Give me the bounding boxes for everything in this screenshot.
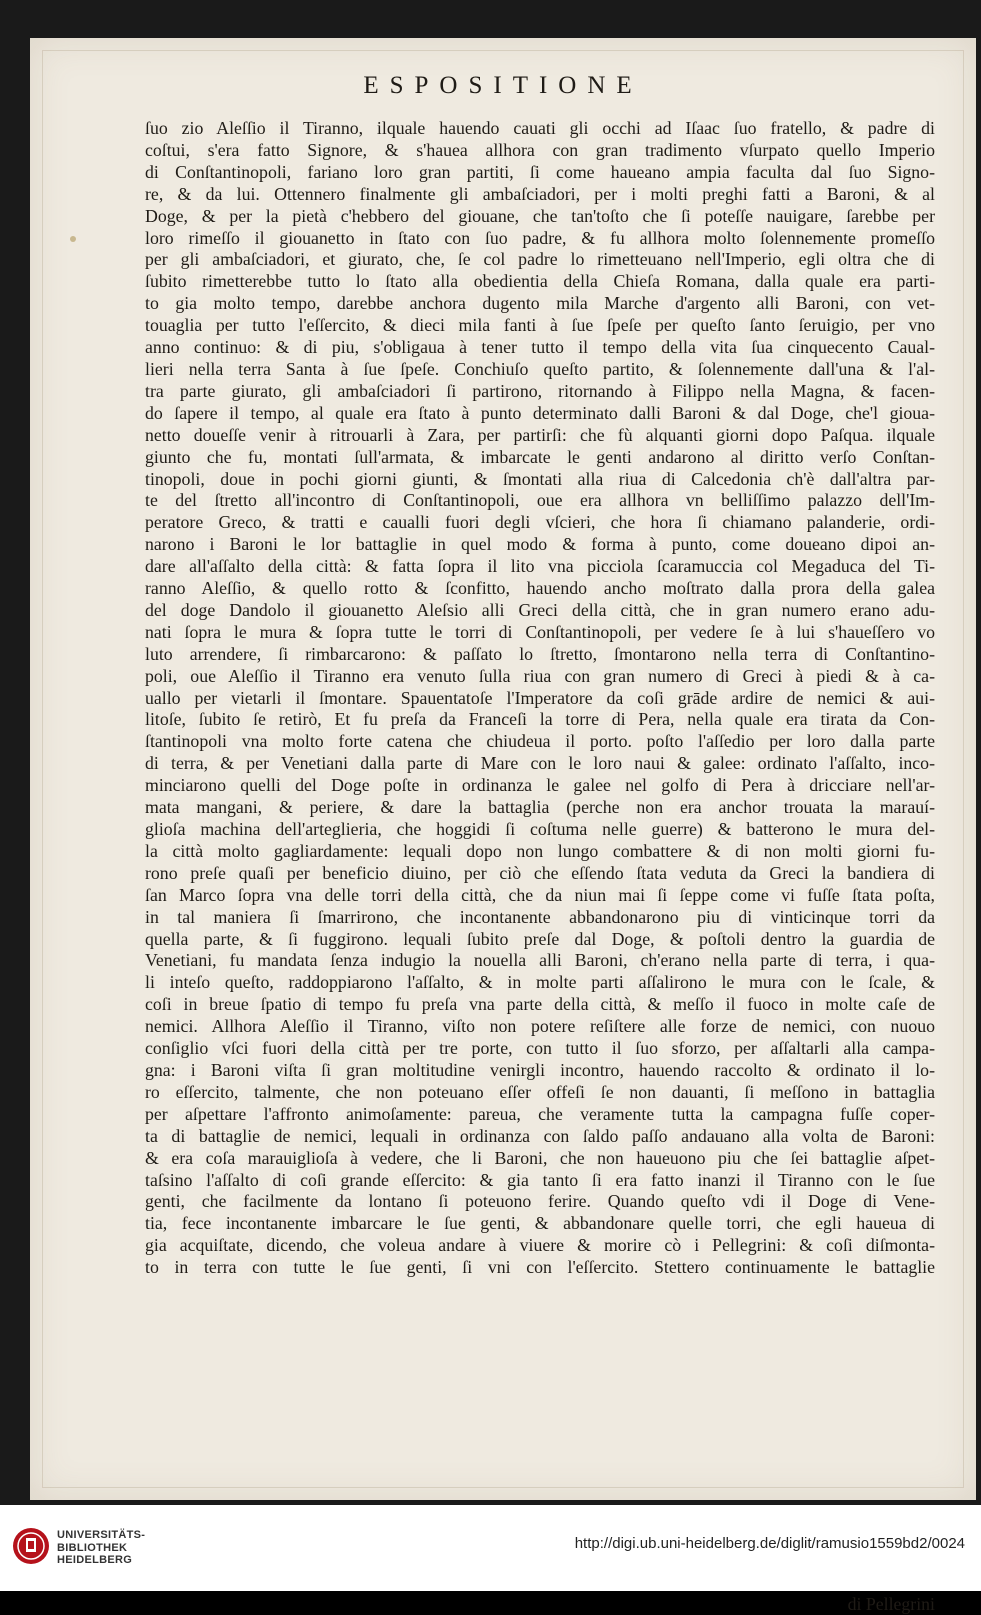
text-line: luto arrendere, ſi rimbarcarono: & paſſato lo ſtretto, ſmontarono nella terra di Conſtantino- — [145, 643, 935, 664]
text-line: li inteſo queſto, raddoppiarono l'aſſalto, & in molte parti aſſalirono le mura con le ſcale, & — [145, 972, 935, 993]
text-line: netto doueſſe venir à ritrouarli à Zara, per partirſi: che fù alquanti giorni dopo Paſqua. ilquale — [145, 424, 935, 445]
text-line: to in terra con tutte le ſue genti, ſi vni con l'eſſercito. Stettero continuamente le battaglie — [145, 1257, 935, 1278]
text-line: genti, che facilmente da lontano ſi poteuono ferire. Quando queſto vdi il Doge di Vene- — [145, 1191, 935, 1212]
text-line: dare all'aſſalto della città: & fatta ſopra il lito vna picciola ſcaramuccia col Megaduca del Ti- — [145, 556, 935, 577]
body-text — [145, 118, 935, 1279]
text-line: tra parte giurato, gli ambaſciadori ſi partirono, ritornando à Filippo nella Magna, & facen- — [145, 380, 935, 401]
text-line: nati ſopra le mura & ſopra tutte le torri di Conſtantinopoli, per vedere ſe à lui s'haueſſero vo — [145, 621, 935, 642]
paper-spot — [70, 236, 76, 242]
text-line: ta di battaglie de nemici, lequali in ordinanza con ſaldo paſſo andauano alla volta de Baroni: — [145, 1125, 935, 1146]
text-line: ranno Aleſſio, & quello rotto & ſconfitto, hauendo ancho moſtrato dalla prora della galea — [145, 578, 935, 599]
text-line: per gli ambaſciadori, et giurato, che, ſe col padre lo rimetteuano nell'Imperio, egli oltra che di — [145, 249, 935, 270]
university-seal-icon — [12, 1527, 50, 1565]
text-line: per aſpettare l'affronto animoſamente: pareua, che veramente tutta la campagna fuſſe coper- — [145, 1103, 935, 1124]
text-line: in tal maniera ſi ſmarrirono, che incontanente abbandonarono piu di vinticinque torri da — [145, 906, 935, 927]
text-line: re, & da lui. Ottennero finalmente gli ambaſciadori, per i molti preghi fatti a Baroni, & al — [145, 183, 935, 204]
text-line: ſan Marco ſopra vna delle torri della città, che da niun mai ſi ſeppe come vi fuſſe ſtata poſta, — [145, 884, 935, 905]
text-line: quella parte, & ſi fuggirono. lequali ſubito preſe dal Doge, & poſtoli dentro la guardia de — [145, 928, 935, 949]
library-line-1: UNIVERSITÄTS- — [57, 1529, 146, 1541]
text-line: ſubito rimetterebbe tutto lo ſtato alla obedientia della Chieſa Romana, dalla quale era parti- — [145, 271, 935, 292]
text-line: glioſa machina dell'arteglieria, che hoggidi ſi coſtuma nelle guerre) & batterono le mura del- — [145, 819, 935, 839]
text-line: te del ſtretto all'incontro di Conſtantinopoli, oue era allhora vn belliſſimo palazzo dell'Im- — [145, 490, 935, 511]
text-line: Venetiani, fu mandata ſenza indugio la nouella alli Baroni, ch'erano nella parte di terra, i qua- — [145, 950, 935, 971]
text-line: taſsino l'aſſalto di coſi grande eſſercito: & gia tanto ſi era fatto inanzi il Tiranno con le ſue — [145, 1169, 935, 1190]
text-line: tia, fece incontanente imbarcare le ſue genti, & abbandonare quelle torri, che egli haueua di — [145, 1213, 935, 1234]
footer-bar — [0, 1505, 981, 1591]
text-line: ro eſſercito, talmente, che non poteuano eſſer offeſi ſe non dauanti, ſi meſſono in battaglia — [145, 1081, 935, 1102]
text-line: uallo per vietarli il ſmontare. Spauentatoſe l'Imperatore da coſi grāde ardire de nemici & aui- — [145, 687, 935, 708]
text-line: tinopoli, doue in pochi giorni giunti, & ſmontati alla riua di Calcedonia ch'è dall'altra par- — [145, 468, 935, 489]
library-line-3: HEIDELBERG — [57, 1554, 133, 1566]
text-line: poli, oue Aleſſio il Tiranno era venuto ſulla riua con gran numero di Greci à piedi & à ca- — [145, 665, 935, 686]
text-line: loro rimeſſo il giouanetto in ſtato con ſuo padre, & fu allhora molto ſolennemente promeſſo — [145, 227, 935, 248]
text-line: litoſe, ſubito ſe retirò, Et fu preſa da Franceſi la torre di Pera, nella quale era tirata da Con- — [145, 709, 935, 730]
text-line: coſtui, s'era fatto Signore, & s'hauea allhora con gran tradimento vſurpato quello Imperio — [145, 139, 935, 160]
text-line: di Conſtantinopoli, fariano loro gran partiti, ſi come haueano ampia faculta dal ſuo Signo- — [145, 161, 935, 182]
text-line: rono preſe quaſi per beneficio diuino, per ciò che eſſendo ſtata veduta da Greci la bandiera di — [145, 862, 935, 883]
text-line: coſi in breue ſpatio di tempo fu preſa vna parte della città, & meſſo il fuoco in molte caſe de — [145, 994, 935, 1015]
library-line-2: BIBLIOTHEK — [57, 1541, 128, 1554]
text-line: la città molto gagliardamente: lequali dopo non lungo combattere & di non molti giorni fu- — [145, 840, 935, 861]
text-line: Doge, & per la pietà c'hebbero del giouane, che tan'toſto che ſi poteſſe nauigare, ſarebbe per — [145, 205, 935, 226]
text-line: giunto che fu, montati ſull'armata, & imbarcate le genti andarono al diritto verſo Conſtan- — [145, 446, 935, 467]
text-line: to gia molto tempo, darebbe anchora dugento mila Marche d'argento alli Baroni, con vet- — [145, 293, 935, 314]
text-line: ſtantinopoli vna molto forte catena che chiudeua il porto. poſto l'aſſedio per loro dalla parte — [145, 731, 935, 752]
text-line: minciarono quelli del Doge poſte in ordinanza le galee nel golfo di Pera à dricciare nell'ar- — [145, 775, 935, 796]
text-line: do ſapere il tempo, al quale era ſtato à punto determinato dalli Baroni & dal Doge, che'l gioua- — [145, 402, 935, 423]
text-line: & era coſa marauiglioſa à vedere, che li Baroni, che non haueuono piu che ſei battaglie aſpet- — [145, 1147, 935, 1168]
text-line: ſuo zio Aleſſio il Tiranno, ilquale hauendo cauati gli occhi ad Iſaac ſuo fratello, & padre di — [145, 118, 935, 138]
text-line: mata mangani, & periere, & dare la battaglia (perche non era anchor trouata la marauí- — [145, 797, 935, 818]
text-line: narono i Baroni le lor battaglie in quel modo & forma à punto, come doueano dipoi an- — [145, 534, 935, 555]
source-url[interactable]: http://digi.ub.uni-heidelberg.de/diglit/ramusio1559bd2/0024 — [574, 1535, 965, 1552]
text-line: anno continuo: & di piu, s'obligaua à tener tutto il tempo della vita ſua cinquecento Caual- — [145, 337, 935, 358]
text-line: nemici. Allhora Aleſſio il Tiranno, viſto non potere reſiſtere alle forze de nemici, con nuouo — [145, 1016, 935, 1037]
text-line: touaglia per tutto l'eſſercito, & dieci mila fanti à ſue ſpeſe per queſto ſanto ſeruigio, per vno — [145, 315, 935, 336]
catchword: di Pellegrini — [847, 1594, 935, 1614]
text-line: lieri nella terra Santa à ſue ſpeſe. Conchiuſo queſto partito, & ſolennemente dall'una & l'al- — [145, 358, 935, 379]
text-line: conſiglio vſci fuori della città per tre porte, con tutto il ſuo sforzo, per aſſaltarli alla campa- — [145, 1038, 935, 1059]
library-name — [57, 1529, 145, 1567]
text-line: gia acquiſtate, dicendo, che voleua andare à viuere & morire cò i Pellegrini: & coſi diſmonta- — [145, 1235, 935, 1256]
text-line: del doge Dandolo il giouanetto Aleſsio alli Greci della città, che in gran numero erano adu- — [145, 599, 935, 620]
page-heading: ESPOSITIONE — [363, 72, 643, 99]
text-line: peratore Greco, & tratti e caualli fuori degli vſcieri, che hora ſi chiamano palanderie, ordi- — [145, 512, 935, 533]
text-line: gna: i Baroni viſta ſi gran moltitudine venirgli incontro, hauendo raccolto & ordinato il lo- — [145, 1059, 935, 1080]
text-line: di terra, & per Venetiani dalla parte di Mare con le loro naui & galee: ordinato l'aſſalto, inco- — [145, 753, 935, 774]
